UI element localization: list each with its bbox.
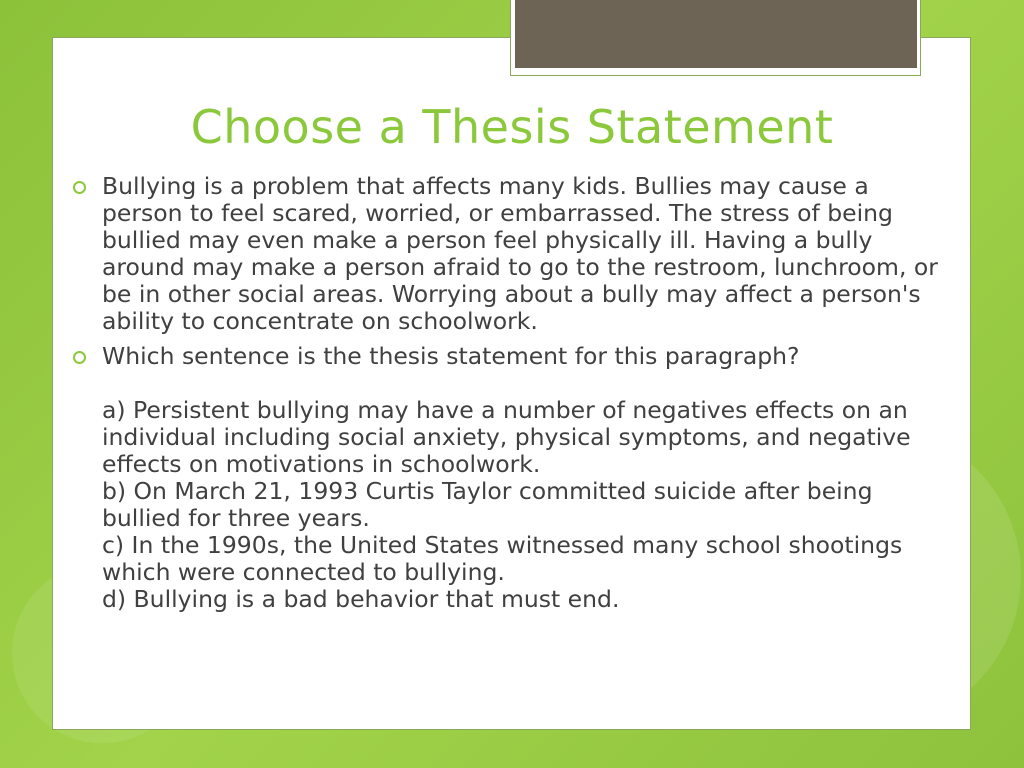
slide-content: [70, 173, 950, 621]
header-decoration-fill: [515, 0, 917, 68]
bullet-circle-icon: [73, 351, 86, 364]
bullet-item-question: [70, 343, 950, 613]
answer-option-c: c) In the 1990s, the United States witnessed many school shootings which were connected to bullying.: [102, 531, 903, 586]
spacer: [102, 370, 950, 397]
question-text: Which sentence is the thesis statement for this paragraph?: [102, 342, 800, 370]
bullet-item-paragraph: [70, 173, 950, 335]
answer-option-b: b) On March 21, 1993 Curtis Taylor committed suicide after being bullied for three years.: [102, 477, 873, 532]
answer-option-d: d) Bullying is a bad behavior that must end.: [102, 585, 620, 613]
paragraph-text: Bullying is a problem that affects many kids. Bullies may cause a person to feel scared, worried, or embarrassed. The stress of being bullied may even make a person feel physically ill. Having a bully around may make a person afraid to go to the restroom, lunchroom, or be in other social areas. Worrying about a bully may affect a person's ability to concentrate on schoolwork.: [102, 172, 938, 335]
answer-option-a: a) Persistent bullying may have a number of negatives effects on an individual including social anxiety, physical symptoms, and negative effects on motivations in schoolwork.: [102, 396, 911, 478]
bullet-circle-icon: [73, 181, 86, 194]
slide-title: Choose a Thesis Statement: [190, 100, 834, 154]
